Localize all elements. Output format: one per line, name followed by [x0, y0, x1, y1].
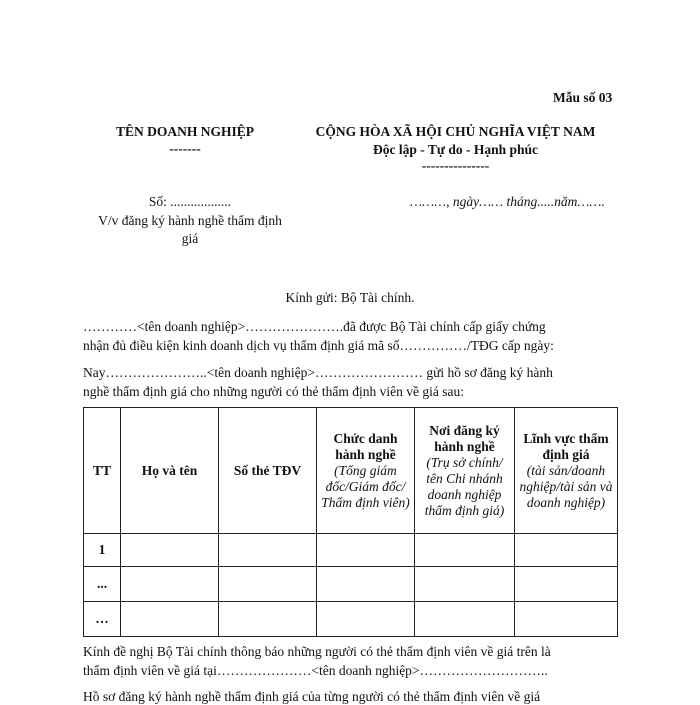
- intro-line-3: Nay…………………..<tên doanh nghiệp>…………………… gửi hồ sơ đăng ký hành: [83, 365, 553, 380]
- intro-line-2: nhận đủ điều kiện kinh doanh dịch vụ thẩm định giá mã số……………/TĐG cấp ngày:: [83, 338, 554, 353]
- header-valuation-field: [515, 408, 618, 534]
- row-cell: [415, 567, 515, 602]
- row-cell: [219, 534, 317, 567]
- table-row: [84, 602, 618, 637]
- row-tt: ...: [84, 567, 121, 602]
- header-job-title: [317, 408, 415, 534]
- table-header-row: [84, 408, 618, 534]
- motto-dash: ---------------: [421, 158, 490, 173]
- company-dash: -------: [169, 141, 201, 156]
- intro-line-1: …………<tên doanh nghiệp>………………….đã được Bộ Tài chính cấp giấy chứng: [83, 319, 546, 334]
- subject-line-1: V/v đăng ký hành nghề thẩm định: [98, 213, 282, 228]
- row-cell: [515, 602, 618, 637]
- table-row: [84, 567, 618, 602]
- date-line: ………, ngày…… tháng.....năm…….: [410, 194, 605, 209]
- row-cell: [219, 602, 317, 637]
- row-cell: [515, 534, 618, 567]
- document-number: Số: ..................: [148, 194, 232, 209]
- row-tt: 1: [84, 534, 121, 567]
- header-name: Họ và tên: [121, 408, 219, 534]
- header-tt: TT: [84, 408, 121, 534]
- row-cell: [515, 567, 618, 602]
- header-valuation-field-sub: (tài sản/doanh nghiệp/tài sản và doanh nghiệp): [519, 462, 613, 510]
- header-job-title-main: Chức danh hành nghề: [333, 430, 398, 462]
- row-cell: [415, 534, 515, 567]
- subject-line-2: giá: [181, 231, 199, 246]
- header-valuation-field-main: Lĩnh vực thẩm định giá: [523, 430, 609, 462]
- intro-line-4: nghề thẩm định giá cho những người có thẻ thẩm định viên về giá sau:: [83, 384, 464, 399]
- company-name: TÊN DOANH NGHIỆP: [115, 124, 254, 139]
- row-cell: [121, 534, 219, 567]
- closing-line-1: Kính đề nghị Bộ Tài chính thông báo những người có thẻ thẩm định viên về giá trên là: [83, 644, 551, 659]
- header-practice-place: [415, 408, 515, 534]
- row-cell: [317, 534, 415, 567]
- salutation: Kính gửi: Bộ Tài chính.: [285, 290, 415, 305]
- row-cell: [121, 567, 219, 602]
- row-cell: [219, 567, 317, 602]
- header-practice-place-sub: (Trụ sở chính/ tên Chi nhánh doanh nghiệp thẩm định giá): [424, 454, 505, 518]
- registration-table: [83, 407, 618, 637]
- header-job-title-sub: (Tổng giám đốc/Giám đốc/ Thẩm định viên): [321, 462, 410, 510]
- table-row: [84, 534, 618, 567]
- country-name: CỘNG HÒA XÃ HỘI CHỦ NGHĨA VIỆT NAM: [315, 124, 596, 139]
- row-cell: [415, 602, 515, 637]
- row-cell: [317, 567, 415, 602]
- closing-line-2: thẩm định viên về giá tại…………………<tên doanh nghiệp>………………………..: [83, 663, 548, 678]
- header-practice-place-main: Nơi đăng ký hành nghề: [429, 422, 500, 454]
- closing-line-3: Hồ sơ đăng ký hành nghề thẩm định giá của từng người có thẻ thẩm định viên về giá: [83, 689, 541, 704]
- form-number: Mẫu số 03: [553, 90, 613, 105]
- row-cell: [121, 602, 219, 637]
- row-tt: …: [84, 602, 121, 637]
- row-cell: [317, 602, 415, 637]
- header-card-number: Số thẻ TĐV: [219, 408, 317, 534]
- national-motto: Độc lập - Tự do - Hạnh phúc: [372, 142, 539, 157]
